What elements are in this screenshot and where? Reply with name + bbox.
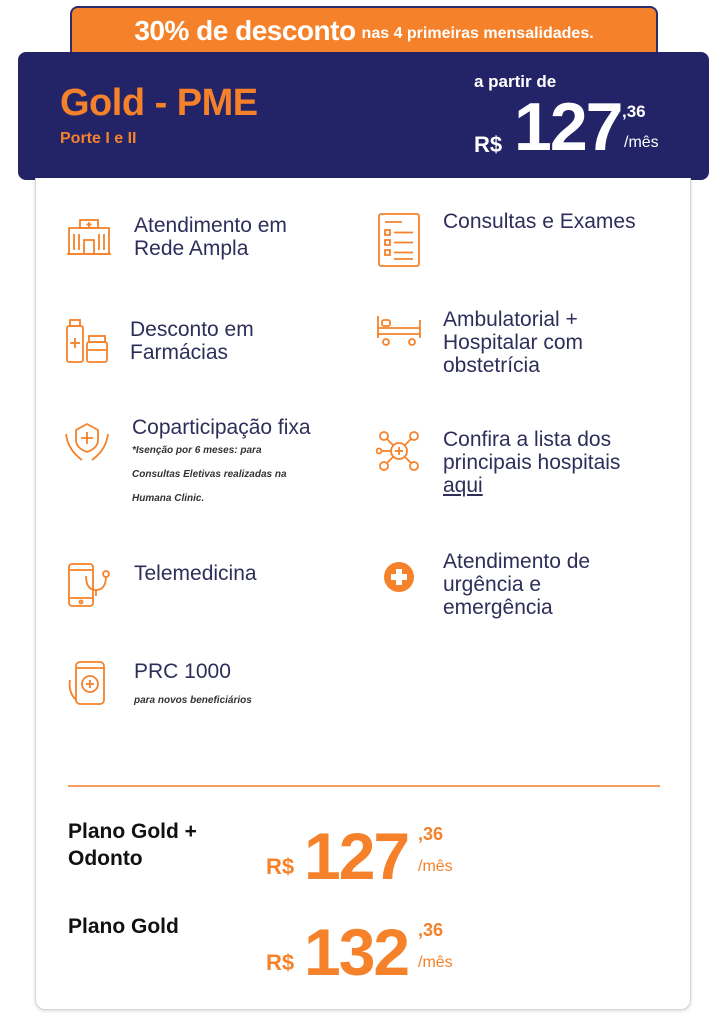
feature-lista-hospitais [376,428,620,497]
feature-text: urgência e [443,573,542,596]
feature-farmacias [64,318,254,364]
feature-text: emergência [443,596,553,619]
feature-coparticipacao [64,416,311,511]
mobile-medical-icon [66,660,112,706]
price-cents: ,36 [622,102,646,121]
feature-text: Desconto em [130,318,254,341]
price-cents: ,36 [418,920,444,940]
emergency-plus-icon [376,550,422,596]
plan-price-gold-odonto [266,818,486,898]
feature-rede-ampla [66,214,287,260]
section-divider [68,785,660,787]
discount-detail: nas 4 primeiras mensalidades. [361,25,594,42]
price-integer: 127 [514,89,622,165]
plan-row-label-gold: Plano Gold [68,915,179,938]
feature-text: obstetrícia [443,354,540,377]
feature-text: Ambulatorial + [443,308,578,331]
hospital-bed-icon [376,308,422,354]
feature-note: para novos beneficiários [134,695,252,706]
feature-telemedicina [66,562,257,608]
network-nodes-icon [376,428,422,474]
plan-header [18,52,709,180]
price-cents: ,36 [418,824,444,844]
pharmacy-icon [64,318,110,364]
price-period: /mês [418,858,453,875]
hospitals-link[interactable]: aqui [443,474,483,497]
price-period: /mês [418,954,453,971]
feature-text: Confira a lista dos [443,428,612,451]
price-period: /mês [624,134,659,151]
feature-text: Rede Ampla [134,237,249,260]
feature-text: Farmácias [130,341,229,364]
feature-ambulatorial-hospitalar [376,308,583,377]
price-currency: R$ [474,132,503,157]
price-integer: 132 [304,915,409,989]
hospital-network-icon [66,214,112,260]
discount-banner [70,6,658,54]
plan-price-gold [266,914,486,994]
care-hands-icon [64,416,110,462]
feature-text: Consultas e Exames [443,210,636,233]
plan-subtitle: Porte I e II [60,130,137,147]
feature-text: Telemedicina [134,562,257,585]
from-label: a partir de [474,72,557,91]
feature-text: Atendimento de [443,550,591,573]
telemedicine-icon [66,562,112,608]
feature-prc-1000 [66,660,252,709]
plan-title: Gold - PME [60,82,258,124]
price-currency: R$ [266,854,295,879]
feature-text: principais hospitais [443,451,621,474]
price-integer: 127 [304,819,409,893]
clipboard-list-icon [376,210,422,270]
feature-note: *Isenção por 6 meses: para [132,445,262,456]
feature-text: PRC 1000 [134,660,231,683]
plan-row-label-gold-odonto: Plano Gold + Odonto [68,820,197,870]
header-price [474,88,694,168]
feature-note: Consultas Eletivas realizadas na [132,469,287,480]
discount-highlight: 30% de desconto [134,15,356,46]
feature-text: Coparticipação fixa [132,416,311,439]
feature-consultas-exames [376,210,636,270]
price-currency: R$ [266,950,295,975]
feature-note: Humana Clinic. [132,493,205,504]
feature-text: Atendimento em [134,214,287,237]
feature-text: Hospitalar com [443,331,584,354]
feature-urgencia-emergencia [376,550,590,619]
